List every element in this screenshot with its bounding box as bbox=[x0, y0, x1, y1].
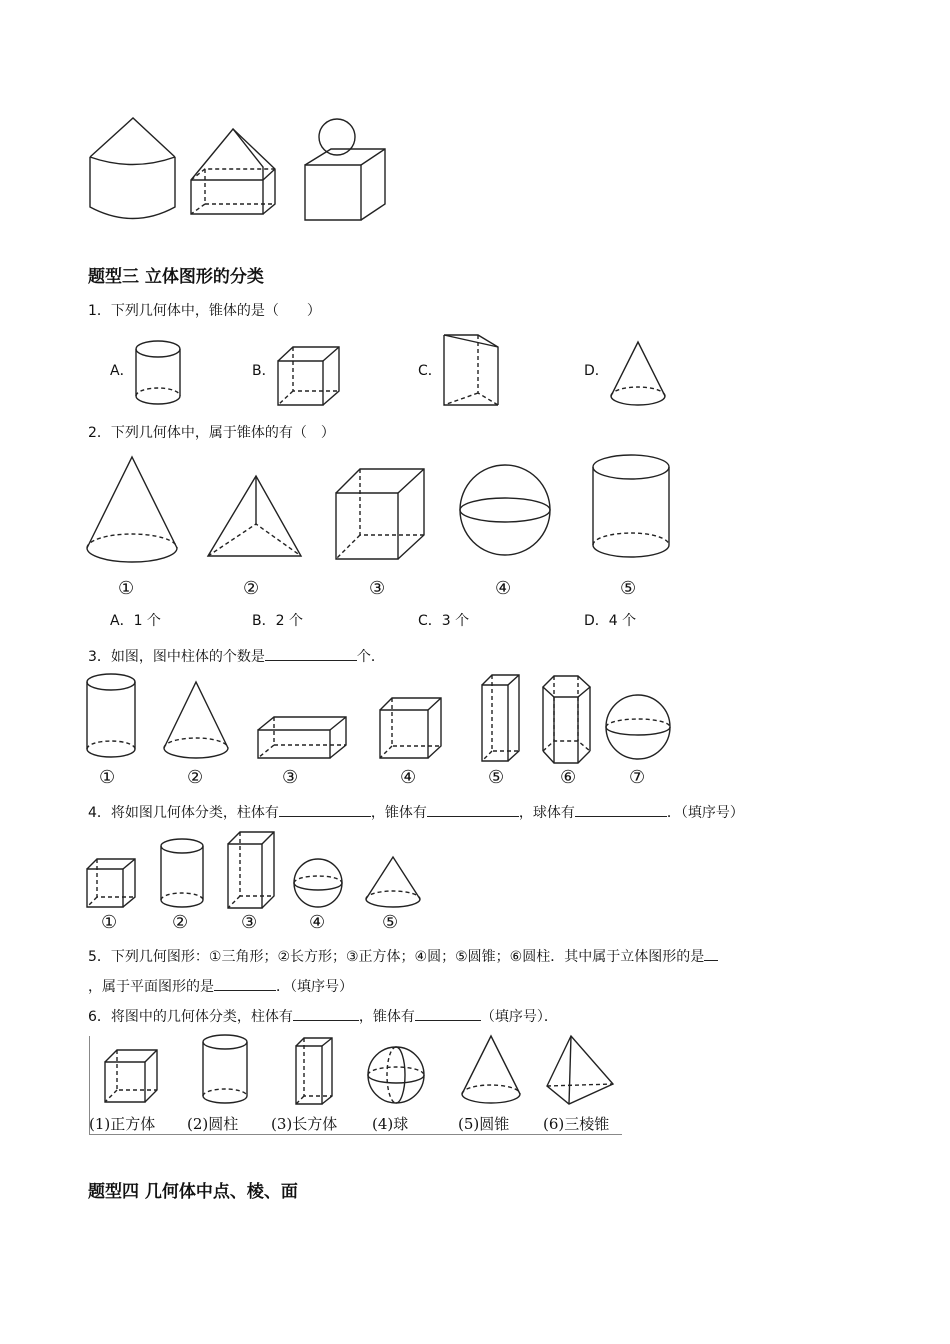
q4-label-5: ⑤ bbox=[382, 912, 399, 933]
q6-text-2: ，锥体有 bbox=[358, 1009, 415, 1025]
q3-label-3: ③ bbox=[282, 767, 299, 788]
q6-cuboid-figure bbox=[294, 1036, 336, 1106]
q3-text-before: 3．如图，图中柱体的个数是 bbox=[88, 649, 265, 665]
q6-label-2: (2)圆柱 bbox=[187, 1115, 239, 1133]
q1-option-d[interactable]: D． bbox=[584, 363, 609, 379]
sphere-on-cube-figure bbox=[305, 119, 385, 220]
q5-solid-blank[interactable] bbox=[704, 946, 718, 961]
q4-cone-figure bbox=[364, 855, 422, 911]
q4-cone-blank[interactable] bbox=[427, 802, 519, 817]
q6-stem bbox=[88, 1006, 558, 1026]
q1-triangular-prism-figure bbox=[442, 333, 502, 407]
q6-cone-figure bbox=[460, 1034, 522, 1106]
q4-tall-cuboid-figure bbox=[226, 830, 276, 910]
q1-option-a[interactable]: A． bbox=[110, 363, 134, 379]
q1-option-c[interactable]: C． bbox=[418, 363, 442, 379]
q4-text-3: ，球体有 bbox=[518, 805, 575, 821]
q3-hexagonal-prism-figure bbox=[540, 673, 594, 765]
q6-cube-figure bbox=[103, 1048, 159, 1104]
q1-cube-figure bbox=[277, 345, 341, 407]
section-title-type3: 题型三 立体图形的分类 bbox=[88, 267, 264, 287]
q4-text-1: 4．将如图几何体分类，柱体有 bbox=[88, 805, 279, 821]
q6-prism-blank[interactable] bbox=[293, 1006, 359, 1021]
q1-cylinder-figure bbox=[135, 340, 185, 408]
cone-on-cylinder-figure bbox=[90, 118, 175, 219]
q4-stem bbox=[88, 802, 744, 822]
q2-stem: 2．下列几何体中，属于锥体的有（ ） bbox=[88, 425, 335, 441]
q6-cylinder-figure bbox=[201, 1034, 251, 1106]
q4-label-1: ① bbox=[101, 912, 118, 933]
q2-triangular-pyramid-figure bbox=[206, 474, 304, 560]
q6-label-4: (4)球 bbox=[372, 1115, 409, 1133]
q1-cone-figure bbox=[609, 340, 667, 408]
q3-label-7: ⑦ bbox=[629, 767, 646, 788]
q5-text-3: ．（填序号） bbox=[276, 979, 353, 995]
q2-option-c[interactable]: C．3 个 bbox=[418, 613, 470, 629]
q3-cone-figure bbox=[162, 680, 232, 760]
q3-cube-figure bbox=[378, 696, 444, 760]
q6-text-1: 6．将图中的几何体分类，柱体有 bbox=[88, 1009, 293, 1025]
q5-line-2 bbox=[88, 976, 353, 996]
q2-label-1: ① bbox=[118, 578, 135, 599]
house-figure bbox=[191, 129, 275, 214]
q5-text-1: 5．下列几何图形：①三角形；②长方形；③正方体；④圆；⑤圆锥；⑥圆柱．其中属于立体图形的是 bbox=[88, 949, 705, 965]
q2-label-3: ③ bbox=[369, 578, 386, 599]
q3-label-6: ⑥ bbox=[560, 767, 577, 788]
q5-text-2: ，属于平面图形的是 bbox=[88, 979, 214, 995]
q2-sphere-figure bbox=[459, 462, 553, 562]
q4-label-2: ② bbox=[172, 912, 189, 933]
q4-sphere-blank[interactable] bbox=[575, 802, 667, 817]
top-figures bbox=[85, 112, 395, 227]
q4-cube-figure bbox=[85, 857, 137, 909]
q3-cylinder-figure bbox=[85, 673, 139, 763]
q6-cone-blank[interactable] bbox=[415, 1006, 481, 1021]
q3-text-after: 个． bbox=[356, 649, 385, 665]
q4-label-3: ③ bbox=[241, 912, 258, 933]
q3-label-5: ⑤ bbox=[488, 767, 505, 788]
q4-text-2: ，锥体有 bbox=[370, 805, 427, 821]
q6-label-5: (5)圆锥 bbox=[458, 1115, 510, 1133]
q3-label-4: ④ bbox=[400, 767, 417, 788]
q3-tall-cuboid-figure bbox=[480, 673, 522, 763]
q2-label-4: ④ bbox=[495, 578, 512, 599]
q3-answer-blank[interactable] bbox=[265, 646, 357, 661]
q5-plane-blank[interactable] bbox=[214, 976, 276, 991]
q2-cone-figure bbox=[85, 455, 180, 565]
q2-label-5: ⑤ bbox=[620, 578, 637, 599]
q2-cube-figure bbox=[334, 467, 426, 561]
q6-text-3: （填序号）． bbox=[480, 1009, 558, 1025]
q5-line-1 bbox=[88, 946, 718, 966]
q6-label-1: (1)正方体 bbox=[89, 1115, 156, 1133]
q2-label-2: ② bbox=[243, 578, 260, 599]
q3-sphere-figure bbox=[604, 693, 672, 763]
q1-option-b[interactable]: B． bbox=[252, 363, 276, 379]
q4-text-4: ．（填序号） bbox=[666, 805, 744, 821]
q2-option-b[interactable]: B．2 个 bbox=[252, 613, 303, 629]
q3-label-1: ① bbox=[99, 767, 116, 788]
q2-option-a[interactable]: A．1 个 bbox=[110, 613, 161, 629]
q6-sphere-figure bbox=[366, 1045, 428, 1107]
q6-label-6: (6)三棱锥 bbox=[543, 1115, 610, 1133]
q4-label-4: ④ bbox=[309, 912, 326, 933]
q3-label-2: ② bbox=[187, 767, 204, 788]
q6-triangular-pyramid-figure bbox=[545, 1034, 617, 1106]
section-title-type4: 题型四 几何体中点、棱、面 bbox=[88, 1182, 298, 1202]
q4-cylinder-figure bbox=[159, 838, 207, 910]
q4-sphere-figure bbox=[292, 857, 344, 911]
q2-option-d[interactable]: D．4 个 bbox=[584, 613, 637, 629]
q3-cuboid-figure bbox=[256, 715, 348, 760]
q1-stem: 1．下列几何体中，锥体的是（ ） bbox=[88, 303, 321, 319]
q4-prism-blank[interactable] bbox=[279, 802, 371, 817]
q3-stem bbox=[88, 646, 385, 666]
q6-label-3: (3)长方体 bbox=[271, 1115, 338, 1133]
q2-cylinder-figure bbox=[591, 453, 673, 563]
